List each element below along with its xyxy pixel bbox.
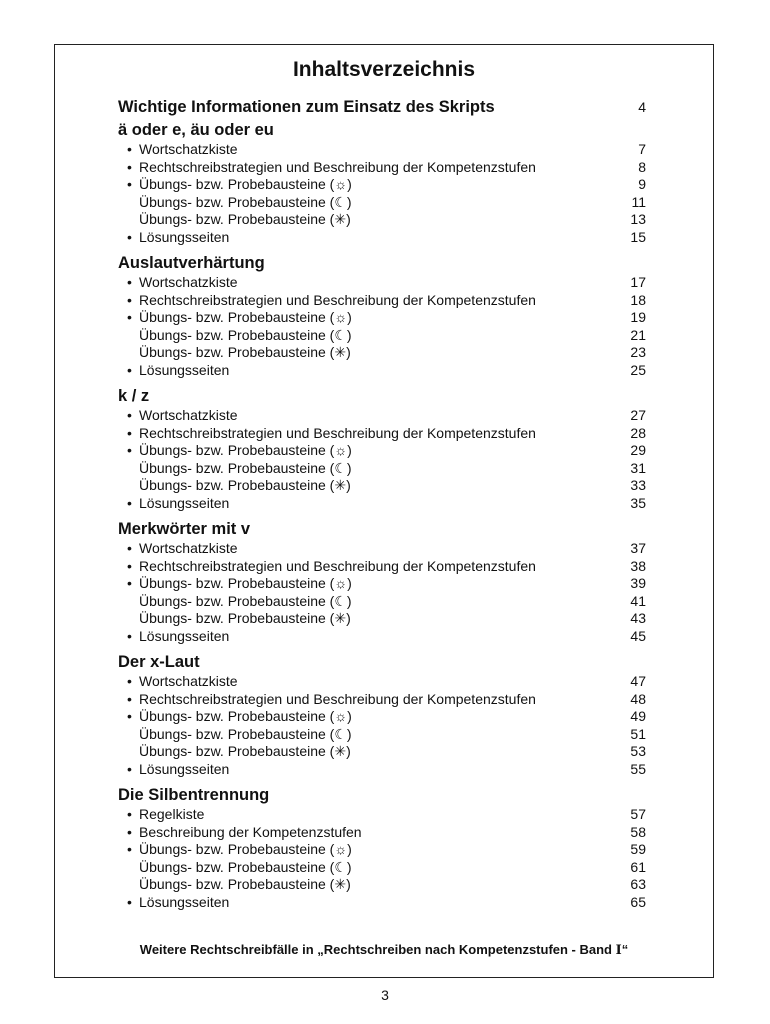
section-heading (55, 252, 713, 274)
toc-intro-label: Wichtige Informationen zum Einsatz des Skripts (118, 98, 495, 116)
toc-entry (55, 876, 713, 894)
toc-entry (55, 593, 713, 611)
toc-entry-label: Wortschatzkiste (139, 141, 238, 157)
toc-entry (55, 691, 713, 709)
bullet: • (127, 575, 132, 591)
toc-entry (55, 575, 713, 593)
bullet: • (127, 690, 132, 707)
toc-entry (55, 477, 713, 495)
bullet: • (127, 176, 132, 192)
toc-entry (55, 859, 713, 877)
toc-entry-label: Wortschatzkiste (139, 673, 238, 689)
toc-entry-label: Übungs- bzw. Probebausteine (☾) (139, 858, 352, 875)
toc-entry-page: 51 (630, 725, 646, 742)
toc-intro-row (55, 95, 713, 119)
page-title: Inhaltsverzeichnis (292, 58, 476, 81)
toc-entry-label: Wortschatzkiste (139, 274, 238, 290)
toc-entry-page: 57 (630, 806, 646, 822)
toc-entry-label: Übungs- bzw. Probebausteine (☾) (139, 193, 352, 210)
toc-entry-label: Lösungsseiten (139, 494, 230, 511)
toc-entry-label: Übungs- bzw. Probebausteine (☼) (139, 442, 352, 458)
toc-entry-page: 49 (630, 708, 646, 724)
toc-entry-label: Regelkiste (139, 806, 205, 822)
section-heading (55, 784, 713, 806)
toc-entry (55, 211, 713, 229)
toc-entry-page: 45 (630, 627, 646, 644)
toc-entry-page: 41 (630, 592, 646, 609)
bullet: • (127, 708, 132, 724)
toc-entry-page: 61 (630, 858, 646, 875)
toc-entry-page: 59 (630, 841, 646, 857)
toc-entry-page: 27 (630, 407, 646, 423)
toc-entry-page: 21 (630, 326, 646, 343)
toc-entry-label: Lösungsseiten (139, 760, 230, 777)
toc-entry (55, 894, 713, 912)
toc-entry (55, 540, 713, 558)
toc-entry-label: Beschreibung der Kompetenzstufen (139, 823, 362, 840)
bullet: • (127, 228, 132, 245)
bullet: • (127, 673, 132, 689)
section-heading-text: Der x-Laut (118, 653, 200, 671)
toc-entry (55, 442, 713, 460)
toc-entry-label: Lösungsseiten (139, 228, 230, 245)
page-number: 3 (381, 987, 389, 1003)
toc-entry-label: Rechtschreibstrategien und Beschreibung der Kompetenzstufen (139, 291, 536, 308)
section-heading-text: Auslautverhärtung (118, 254, 265, 272)
bullet: • (127, 442, 132, 458)
toc-entry (55, 425, 713, 443)
toc-entry-page: 63 (630, 876, 646, 892)
bullet: • (127, 760, 132, 777)
toc-entry (55, 407, 713, 425)
toc-entry-page: 48 (630, 690, 646, 707)
footer-text: Weitere Rechtschreibfälle in „Rechtschreiben nach Kompetenzstufen - Band (139, 942, 616, 957)
toc-entry-page: 35 (630, 494, 646, 511)
toc-entry (55, 610, 713, 628)
toc-entry (55, 362, 713, 380)
toc-entry-page: 53 (630, 743, 646, 759)
toc-entry (55, 841, 713, 859)
toc-sections (55, 119, 713, 911)
toc-entry (55, 558, 713, 576)
toc-entry-label: Wortschatzkiste (139, 540, 238, 556)
toc-entry (55, 460, 713, 478)
toc-entry (55, 176, 713, 194)
toc-entry-page: 13 (630, 211, 646, 227)
toc-entry-page: 7 (638, 141, 646, 157)
toc-entry-label: Übungs- bzw. Probebausteine (☾) (139, 725, 352, 742)
bullet: • (127, 158, 132, 175)
bullet: • (127, 841, 132, 857)
toc-entry-page: 47 (630, 673, 646, 689)
bullet: • (127, 309, 132, 325)
toc-entry (55, 495, 713, 513)
section-heading-text: Merkwörter mit v (118, 520, 251, 538)
bullet: • (127, 494, 132, 511)
toc-entry-label: Übungs- bzw. Probebausteine (☾) (139, 326, 352, 343)
bullet: • (127, 361, 132, 378)
toc-entry-label: Lösungsseiten (139, 893, 230, 910)
toc-entry-label: Rechtschreibstrategien und Beschreibung der Kompetenzstufen (139, 158, 536, 175)
toc-entry-label: Übungs- bzw. Probebausteine (✳) (139, 743, 351, 759)
toc-entry-label: Lösungsseiten (139, 627, 230, 644)
toc-entry-page: 29 (630, 442, 646, 458)
toc-entry-page: 39 (630, 575, 646, 591)
toc-entry-page: 43 (630, 610, 646, 626)
toc-entry-label: Übungs- bzw. Probebausteine (✳) (139, 876, 351, 892)
toc-entry-page: 11 (631, 193, 646, 210)
bullet: • (127, 274, 132, 290)
bullet: • (127, 540, 132, 556)
toc-entry-page: 17 (630, 274, 646, 290)
bullet: • (127, 893, 132, 910)
toc-entry-label: Übungs- bzw. Probebausteine (☼) (139, 841, 352, 857)
section-heading-text: Die Silbentrennung (118, 786, 270, 804)
toc-entry-label: Rechtschreibstrategien und Beschreibung der Kompetenzstufen (139, 690, 536, 707)
bullet: • (127, 557, 132, 574)
toc-entry (55, 824, 713, 842)
toc-intro-page: 4 (638, 99, 646, 115)
toc-entry (55, 292, 713, 310)
footer-close-quote: “ (621, 942, 629, 957)
toc-entry-label: Übungs- bzw. Probebausteine (☼) (139, 708, 352, 724)
section-heading (55, 651, 713, 673)
toc-list (55, 95, 713, 911)
toc-entry-page: 31 (630, 459, 646, 476)
toc-entry-label: Rechtschreibstrategien und Beschreibung der Kompetenzstufen (139, 557, 536, 574)
toc-entry (55, 141, 713, 159)
toc-entry (55, 344, 713, 362)
toc-entry (55, 274, 713, 292)
toc-entry-label: Übungs- bzw. Probebausteine (☼) (139, 575, 352, 591)
toc-entry-page: 15 (630, 228, 646, 245)
toc-entry (55, 309, 713, 327)
toc-entry-label: Übungs- bzw. Probebausteine (✳) (139, 610, 351, 626)
section-heading (55, 119, 713, 141)
toc-entry-page: 18 (630, 291, 646, 308)
bullet: • (127, 407, 132, 423)
section-heading (55, 385, 713, 407)
bullet: • (127, 806, 132, 822)
toc-entry-label: Rechtschreibstrategien und Beschreibung der Kompetenzstufen (139, 424, 536, 441)
toc-entry-label: Übungs- bzw. Probebausteine (✳) (139, 211, 351, 227)
toc-entry-page: 9 (638, 176, 646, 192)
footer-note (55, 942, 713, 958)
toc-entry-label: Übungs- bzw. Probebausteine (☾) (139, 459, 352, 476)
toc-entry-label: Lösungsseiten (139, 361, 230, 378)
toc-entry (55, 806, 713, 824)
toc-entry (55, 673, 713, 691)
toc-entry-page: 38 (630, 557, 646, 574)
footer-band-number: I (615, 943, 622, 958)
toc-entry-label: Übungs- bzw. Probebausteine (☼) (139, 309, 352, 325)
bullet: • (127, 823, 132, 840)
toc-entry-page: 23 (630, 344, 646, 360)
toc-entry-label: Übungs- bzw. Probebausteine (✳) (139, 344, 351, 360)
bullet: • (127, 627, 132, 644)
toc-entry-label: Übungs- bzw. Probebausteine (☾) (139, 592, 352, 609)
toc-entry (55, 628, 713, 646)
toc-frame (54, 44, 714, 978)
toc-entry (55, 761, 713, 779)
toc-entry-page: 19 (630, 309, 646, 325)
bullet: • (127, 141, 132, 157)
toc-entry (55, 229, 713, 247)
toc-entry-page: 55 (630, 760, 646, 777)
section-heading-text: k / z (118, 387, 150, 405)
toc-entry-page: 28 (630, 424, 646, 441)
toc-entry-page: 25 (630, 361, 646, 378)
toc-entry-page: 65 (630, 893, 646, 910)
bullet: • (127, 291, 132, 308)
toc-entry-label: Übungs- bzw. Probebausteine (✳) (139, 477, 351, 493)
toc-entry-label: Wortschatzkiste (139, 407, 238, 423)
section-heading-text: ä oder e, äu oder eu (118, 121, 274, 139)
toc-entry-page: 8 (638, 158, 646, 175)
toc-entry (55, 194, 713, 212)
toc-entry (55, 726, 713, 744)
bullet: • (127, 424, 132, 441)
toc-entry (55, 743, 713, 761)
section-heading (55, 518, 713, 540)
toc-entry-page: 58 (630, 823, 646, 840)
toc-entry-page: 33 (630, 477, 646, 493)
toc-entry (55, 327, 713, 345)
toc-entry (55, 708, 713, 726)
toc-entry (55, 159, 713, 177)
toc-entry-label: Übungs- bzw. Probebausteine (☼) (139, 176, 352, 192)
toc-entry-page: 37 (630, 540, 646, 556)
